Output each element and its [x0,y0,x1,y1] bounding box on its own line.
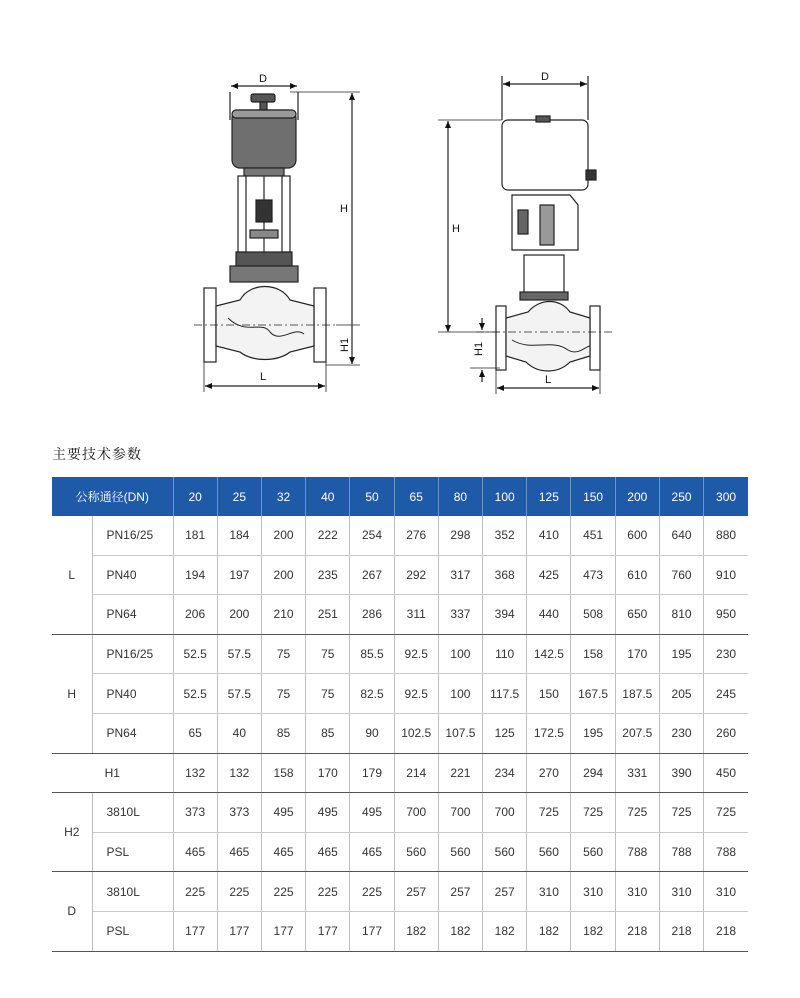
table-cell: 200 [261,555,305,595]
table-cell: 317 [438,555,482,595]
table-cell: 267 [350,555,394,595]
right-valve-drawing [438,76,612,394]
table-cell: 286 [350,595,394,635]
group-label: H2 [52,793,92,872]
table-cell: 310 [704,872,748,912]
table-cell: 260 [704,713,748,753]
table-cell: 560 [483,832,527,872]
table-cell: 495 [261,793,305,833]
table-cell: 52.5 [173,634,217,674]
header-dn-cell: 150 [571,477,615,516]
table-cell: 100 [438,674,482,714]
table-cell: 197 [217,555,261,595]
table-cell: 194 [173,555,217,595]
header-dn-cell: 300 [704,477,748,516]
table-cell: 245 [704,674,748,714]
table-cell: 310 [659,872,703,912]
table-row [52,516,748,555]
table-cell: 40 [217,713,261,753]
table-cell: 225 [350,872,394,912]
table-row [52,911,748,951]
table-cell: 276 [394,516,438,555]
table-cell: 270 [527,753,571,793]
table-cell: 700 [394,793,438,833]
table-cell: 640 [659,516,703,555]
pressure-class-label: PSL [92,911,173,951]
table-row [52,713,748,753]
table-cell: 465 [306,832,350,872]
group-label: L [52,516,92,634]
table-cell: 257 [394,872,438,912]
table-cell: 495 [350,793,394,833]
header-dn-cell: 200 [615,477,659,516]
table-cell: 57.5 [217,674,261,714]
table-cell: 560 [571,832,615,872]
pressure-class-label: PN16/25 [92,634,173,674]
table-cell: 465 [217,832,261,872]
table-cell: 294 [571,753,615,793]
table-cell: 184 [217,516,261,555]
pressure-class-label: PN64 [92,595,173,635]
table-cell: 177 [261,911,305,951]
table-cell: 82.5 [350,674,394,714]
table-cell: 150 [527,674,571,714]
table-cell: 254 [350,516,394,555]
table-cell: 910 [704,555,748,595]
table-cell: 92.5 [394,634,438,674]
table-cell: 495 [306,793,350,833]
header-dn-cell: 125 [527,477,571,516]
table-cell: 170 [306,753,350,793]
header-dn-cell: 50 [350,477,394,516]
table-cell: 102.5 [394,713,438,753]
table-cell: 368 [483,555,527,595]
table-cell: 373 [217,793,261,833]
table-cell: 337 [438,595,482,635]
header-dn-cell: 25 [217,477,261,516]
header-dn-cell: 65 [394,477,438,516]
table-cell: 214 [394,753,438,793]
table-cell: 230 [659,713,703,753]
table-cell: 257 [483,872,527,912]
table-cell: 298 [438,516,482,555]
table-cell: 170 [615,634,659,674]
table-cell: 177 [217,911,261,951]
table-cell: 85.5 [350,634,394,674]
table-cell: 235 [306,555,350,595]
table-cell: 310 [615,872,659,912]
table-cell: 65 [173,713,217,753]
table-cell: 234 [483,753,527,793]
header-dn-label: 公称通径(DN) [52,477,173,516]
spec-table-body [52,516,748,951]
table-row [52,634,748,674]
right-h-label: H [452,223,460,235]
table-cell: 75 [306,674,350,714]
header-dn-cell: 20 [173,477,217,516]
table-cell: 257 [438,872,482,912]
table-cell: 451 [571,516,615,555]
table-cell: 177 [350,911,394,951]
table-cell: 331 [615,753,659,793]
table-cell: 182 [438,911,482,951]
table-cell: 75 [306,634,350,674]
table-cell: 75 [261,674,305,714]
table-cell: 725 [527,793,571,833]
table-cell: 560 [394,832,438,872]
table-cell: 650 [615,595,659,635]
table-cell: 225 [173,872,217,912]
table-cell: 352 [483,516,527,555]
table-cell: 85 [306,713,350,753]
table-cell: 206 [173,595,217,635]
table-cell: 179 [350,753,394,793]
table-cell: 132 [173,753,217,793]
table-row [52,674,748,714]
section-title: 主要技术参数 [52,447,142,463]
table-cell: 85 [261,713,305,753]
table-cell: 200 [217,595,261,635]
table-cell: 182 [483,911,527,951]
table-cell: 292 [394,555,438,595]
pressure-class-label: 3810L [92,793,173,833]
header-dn-cell: 100 [483,477,527,516]
table-cell: 410 [527,516,571,555]
pressure-class-label: PN40 [92,674,173,714]
table-cell: 311 [394,595,438,635]
table-cell: 251 [306,595,350,635]
table-cell: 310 [571,872,615,912]
table-cell: 117.5 [483,674,527,714]
table-cell: 788 [704,832,748,872]
table-cell: 950 [704,595,748,635]
pressure-class-label: PN16/25 [92,516,173,555]
table-cell: 195 [659,634,703,674]
table-cell: 158 [571,634,615,674]
left-l-label: L [260,371,267,383]
table-cell: 725 [659,793,703,833]
table-cell: 218 [659,911,703,951]
table-cell: 177 [173,911,217,951]
table-cell: 373 [173,793,217,833]
table-cell: 218 [704,911,748,951]
table-cell: 92.5 [394,674,438,714]
left-d-label: D [259,73,267,85]
valve-drawings [0,0,800,420]
table-cell: 465 [261,832,305,872]
pressure-class-label: PN40 [92,555,173,595]
table-cell: 760 [659,555,703,595]
table-cell: 788 [659,832,703,872]
table-cell: 182 [527,911,571,951]
pressure-class-label: 3810L [92,872,173,912]
table-cell: 52.5 [173,674,217,714]
table-cell: 225 [217,872,261,912]
pressure-class-label: PN64 [92,713,173,753]
table-cell: 142.5 [527,634,571,674]
table-cell: 177 [306,911,350,951]
table-cell: 222 [306,516,350,555]
header-dn-cell: 250 [659,477,703,516]
header-dn-cell: 40 [306,477,350,516]
table-header-row [52,477,748,516]
table-cell: 205 [659,674,703,714]
table-cell: 90 [350,713,394,753]
table-cell: 181 [173,516,217,555]
table-cell: 107.5 [438,713,482,753]
table-cell: 182 [394,911,438,951]
header-dn-cell: 32 [261,477,305,516]
table-cell: 75 [261,634,305,674]
table-cell: 182 [571,911,615,951]
left-h-label: H [340,203,348,215]
table-cell: 508 [571,595,615,635]
table-cell: 218 [615,911,659,951]
table-cell: 195 [571,713,615,753]
table-cell: 167.5 [571,674,615,714]
table-cell: 560 [527,832,571,872]
table-cell: 207.5 [615,713,659,753]
left-valve-drawing [194,86,360,392]
table-cell: 465 [350,832,394,872]
table-row [52,872,748,912]
table-cell: 390 [659,753,703,793]
table-cell: 810 [659,595,703,635]
right-d-label: D [541,71,549,83]
table-cell: 473 [571,555,615,595]
table-cell: 465 [173,832,217,872]
group-label: H [52,634,92,753]
table-cell: 100 [438,634,482,674]
table-cell: 187.5 [615,674,659,714]
table-cell: 560 [438,832,482,872]
table-cell: 57.5 [217,634,261,674]
table-cell: 221 [438,753,482,793]
header-dn-cell: 80 [438,477,482,516]
table-cell: 394 [483,595,527,635]
table-cell: 725 [615,793,659,833]
table-cell: 725 [571,793,615,833]
table-cell: 230 [704,634,748,674]
table-cell: 700 [438,793,482,833]
table-row [52,832,748,872]
spec-table [52,477,748,952]
table-cell: 172.5 [527,713,571,753]
table-cell: 600 [615,516,659,555]
right-h1-label: H1 [473,341,485,356]
table-cell: 310 [527,872,571,912]
pressure-class-label: PSL [92,832,173,872]
table-cell: 110 [483,634,527,674]
table-cell: 700 [483,793,527,833]
table-row [52,595,748,635]
table-cell: 880 [704,516,748,555]
table-row [52,555,748,595]
table-cell: 225 [306,872,350,912]
table-cell: 450 [704,753,748,793]
left-h1-label: H1 [339,337,351,352]
table-cell: 132 [217,753,261,793]
table-cell: 225 [261,872,305,912]
group-label: D [52,872,92,951]
right-l-label: L [545,374,552,386]
table-row [52,793,748,833]
table-cell: 200 [261,516,305,555]
table-cell: 610 [615,555,659,595]
group-label: H1 [52,753,173,793]
table-cell: 210 [261,595,305,635]
table-cell: 125 [483,713,527,753]
table-cell: 158 [261,753,305,793]
table-row [52,753,748,793]
table-cell: 440 [527,595,571,635]
table-cell: 788 [615,832,659,872]
table-cell: 725 [704,793,748,833]
table-cell: 425 [527,555,571,595]
